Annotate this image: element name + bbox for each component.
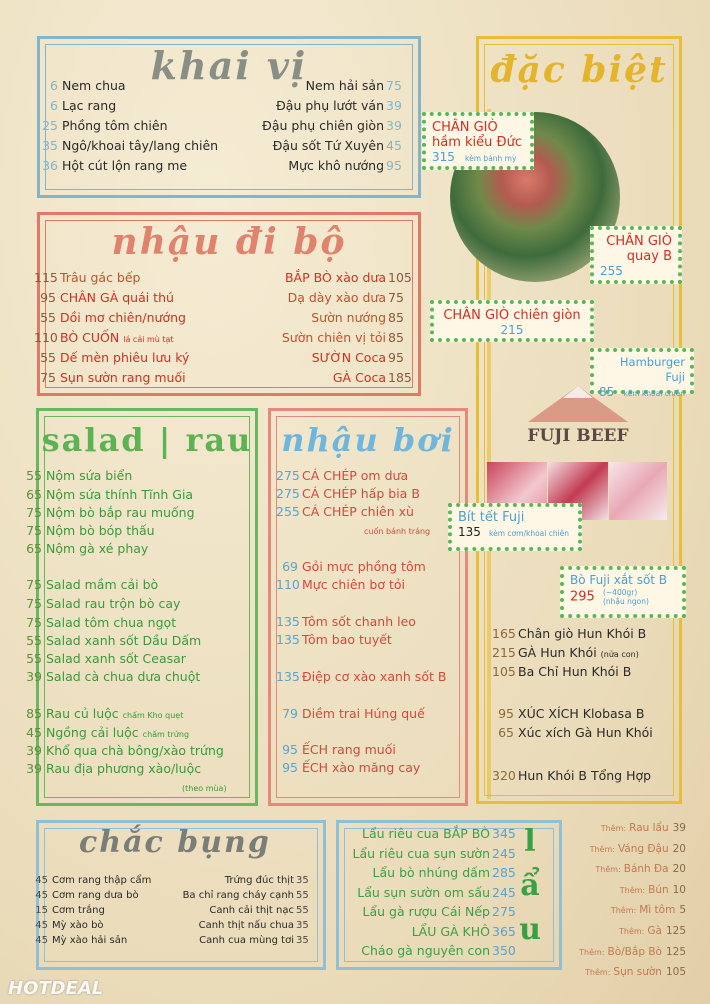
- item-name: Diềm trai Húng quế: [302, 706, 425, 721]
- item-price: 255: [276, 504, 300, 519]
- nhau-di-bo-item: [34, 370, 186, 386]
- them-price: 20: [672, 863, 686, 876]
- item-name: Nộm bò bắp rau muống: [46, 505, 195, 520]
- item-price: 39: [26, 669, 42, 684]
- item-price: 275: [276, 486, 300, 501]
- nhau-di-bo-item: [285, 270, 410, 286]
- item-price: 275: [276, 468, 300, 483]
- khai-vi-item: [36, 158, 187, 174]
- item-price: 45: [35, 890, 48, 901]
- salad-item: [20, 505, 195, 521]
- item-price: 6: [50, 78, 58, 93]
- nhau-boi-item: [276, 504, 414, 520]
- item-name: Trứng đúc thịt: [224, 875, 294, 886]
- lau-item: [362, 904, 514, 920]
- item-price: 135: [276, 632, 300, 647]
- special-name: CHÂN GIÒ hầm kiểu Đức: [432, 120, 522, 150]
- item-price: 320: [492, 768, 516, 783]
- item-price: 45: [35, 935, 48, 946]
- item-price: 135: [276, 669, 300, 684]
- special-name: Bò Fuji xắt sốt B: [570, 573, 668, 587]
- them-name: Sụn sườn: [613, 966, 662, 979]
- item-name: CÁ CHÉP chiên xù: [302, 504, 414, 519]
- item-price: 105: [388, 270, 412, 285]
- item-price: 75: [26, 615, 42, 630]
- item-price: 95: [498, 706, 514, 721]
- item-price: 35: [296, 935, 309, 946]
- item-name: Nộm gà xé phay: [46, 541, 149, 556]
- item-price: 55: [26, 633, 42, 648]
- smoked-item: [492, 706, 644, 722]
- them-label: Thêm:: [595, 865, 621, 875]
- item-name: Dế mèn phiêu lưu ký: [60, 350, 190, 365]
- item-name: Nộm sứa biển: [46, 468, 133, 483]
- item-name: Tôm bao tuyết: [302, 632, 392, 647]
- item-price: 75: [26, 505, 42, 520]
- lau-item: [412, 924, 514, 940]
- item-price: 95: [386, 158, 402, 173]
- item-name: SƯỜN Coca: [311, 350, 386, 365]
- khai-vi-item: [262, 118, 408, 134]
- lau-title-char: l: [524, 824, 538, 859]
- salad-item: [20, 523, 155, 539]
- item-price: 215: [492, 645, 516, 660]
- chac-bung-item: [225, 873, 318, 889]
- special-note: kèm bánh mỳ: [465, 154, 517, 163]
- item-name: Ba chỉ rang cháy cạnh: [182, 890, 294, 901]
- item-name: Salad rau trộn bò cay: [46, 596, 181, 611]
- nhau-di-bo-item: [311, 310, 410, 326]
- nhau-di-bo-item: [312, 350, 410, 366]
- ca-chep-note: cuốn bánh tráng: [364, 527, 431, 536]
- item-price: 185: [388, 370, 412, 385]
- item-name: Cơm trắng: [52, 905, 105, 916]
- item-name: Mực khô nướng: [288, 158, 384, 173]
- item-price: 35: [296, 920, 309, 931]
- item-price: 39: [386, 118, 402, 133]
- item-name: Sụn sườn rang muối: [60, 370, 186, 385]
- item-price: 115: [34, 270, 58, 285]
- chac-bung-item: [199, 918, 318, 934]
- nhau-boi-item: [276, 614, 416, 630]
- nhau-boi-item: [276, 669, 446, 685]
- item-price: 345: [492, 826, 516, 841]
- them-item: [595, 861, 686, 878]
- item-price: 55: [296, 905, 309, 916]
- item-price: 45: [386, 138, 402, 153]
- item-name: Ba Chỉ Hun Khói B: [518, 664, 632, 679]
- special-price: 135: [458, 525, 481, 539]
- item-price: 95: [282, 742, 298, 757]
- nhau-boi-item: [276, 742, 396, 758]
- salad-item: [20, 743, 224, 759]
- chac-bung-item: [26, 873, 151, 889]
- khai-vi-item: [276, 98, 408, 114]
- salad-item: [20, 706, 183, 724]
- them-name: Bún: [648, 883, 669, 896]
- item-name: Mỳ xào hải sản: [52, 935, 128, 946]
- salad-item: [20, 761, 201, 777]
- chac-bung-item: [209, 903, 318, 919]
- item-name: Rau củ luộc: [46, 706, 119, 721]
- salad-item: [20, 615, 176, 631]
- them-label: Thêm:: [610, 906, 637, 916]
- khai-vi-item: [288, 158, 408, 174]
- them-label: Thêm:: [619, 927, 645, 936]
- item-price: 79: [282, 706, 298, 721]
- nhau-boi-item: [276, 468, 408, 484]
- item-name: Lẩu sụn sườn om sấu: [357, 884, 490, 900]
- item-price: 65: [26, 541, 42, 556]
- them-item: [620, 882, 686, 899]
- nhau-di-bo-item: [34, 270, 141, 286]
- chac-bung-item: [183, 888, 318, 904]
- lau-item: [357, 885, 514, 901]
- lau-item: [373, 865, 514, 881]
- them-label: Thêm:: [619, 885, 646, 895]
- salad-item: [20, 468, 132, 484]
- khai-vi-title: khai vị: [150, 43, 308, 88]
- dac-biet-title: đặc biệt: [490, 49, 668, 91]
- item-name: Dạ dày xào dưa: [287, 290, 386, 305]
- lau-title-char: ẩ: [520, 868, 542, 903]
- item-name: Sườn chiên vị tỏi: [281, 330, 386, 345]
- special-note: (~400gr) (nhậu ngon): [602, 588, 649, 606]
- smoked-item: [492, 725, 653, 741]
- item-price: 95: [282, 760, 298, 775]
- them-name: Gà: [647, 925, 662, 937]
- khai-vi-item: [36, 78, 126, 94]
- item-name: LẨU GÀ KHÔ: [411, 923, 490, 939]
- special-name: CHÂN GIÒ chiên giòn: [443, 308, 581, 323]
- item-name: CHÂN GÀ quái thú: [60, 290, 174, 305]
- item-note: (nửa con): [600, 650, 639, 659]
- lau-item: [362, 826, 514, 842]
- smoked-item: [492, 768, 651, 784]
- them-item: [585, 964, 686, 981]
- smoked-item: [492, 645, 639, 663]
- item-price: 65: [498, 725, 514, 740]
- item-name: Khổ qua chà bông/xào trứng: [46, 743, 224, 758]
- cherry-blossom-photo: [609, 462, 667, 520]
- item-name: Lẩu gà rượu Cái Nếp: [362, 904, 490, 919]
- item-name: Xúc xích Gà Hun Khói: [518, 725, 653, 740]
- nhau-di-bo-item: [34, 350, 189, 366]
- item-name: Nem hải sản: [305, 78, 384, 93]
- khai-vi-item: [36, 118, 168, 134]
- item-name: Nộm sứa thính Tĩnh Gia: [46, 487, 194, 502]
- item-price: 75: [26, 523, 42, 538]
- item-name: Hột cút lộn rang me: [62, 158, 188, 173]
- item-price: 75: [386, 78, 402, 93]
- item-price: 6: [50, 98, 58, 113]
- salad-item: [20, 487, 193, 503]
- item-note: chấm Kho quẹt: [122, 711, 184, 720]
- nhau-di-bo-title: nhậu đi bộ: [111, 221, 347, 263]
- special-bit-tet-fuji[interactable]: [448, 503, 582, 551]
- special-chan-gio-ham[interactable]: [422, 112, 534, 170]
- salad-item: [20, 541, 148, 557]
- item-price: 350: [492, 943, 516, 958]
- item-price: 39: [26, 761, 42, 776]
- salad-item: [20, 725, 189, 743]
- item-price: 55: [296, 890, 309, 901]
- item-price: 110: [276, 577, 300, 592]
- item-price: 110: [34, 330, 58, 345]
- salad-title: salad | rau: [41, 421, 253, 459]
- item-name: Cơm rang dưa bò: [52, 890, 139, 901]
- item-name: Salad xanh sốt Dầu Dấm: [46, 633, 202, 648]
- item-price: 245: [492, 845, 516, 861]
- salad-item: [20, 669, 200, 685]
- them-label: Thêm:: [589, 844, 615, 854]
- item-name: BÒ CUỐN: [60, 330, 120, 345]
- item-name: Ngồng cải luộc: [46, 725, 139, 740]
- item-name: Đậu phụ chiên giòn: [262, 118, 384, 133]
- lau-item: [361, 943, 514, 959]
- item-name: Mực chiên bơ tỏi: [302, 577, 405, 592]
- them-label: Thêm:: [579, 947, 605, 957]
- item-name: ẾCH rang muối: [302, 742, 396, 757]
- nhau-di-bo-item: [333, 370, 410, 386]
- special-bo-fuji[interactable]: [560, 566, 686, 618]
- special-name: Hamburger Fuji: [619, 355, 685, 384]
- item-price: 85: [388, 330, 404, 345]
- special-note: kèm khoai chiên: [623, 389, 685, 398]
- item-name: Đậu sốt Tứ Xuyên: [272, 138, 384, 153]
- item-name: CÁ CHÉP hấp bia B: [302, 486, 420, 501]
- nhau-boi-item: [276, 559, 426, 575]
- item-name: GÀ Coca: [332, 370, 386, 385]
- nhau-boi-item: [276, 706, 425, 722]
- item-name: Lẩu riêu cua BẮP BÒ: [362, 826, 490, 841]
- hotdeal-watermark: HOTDEAL: [8, 978, 104, 999]
- item-price: 39: [26, 743, 42, 758]
- item-price: 69: [282, 559, 298, 574]
- lau-title-char: u: [519, 912, 543, 947]
- item-name: Điệp cơ xào xanh sốt B: [302, 669, 447, 684]
- item-name: BẮP BÒ xào dưa: [284, 270, 386, 285]
- item-price: 365: [492, 923, 516, 939]
- chac-bung-item: [26, 918, 104, 934]
- item-name: Canh thịt nấu chua: [198, 920, 294, 931]
- them-item: [611, 902, 686, 919]
- item-price: 35: [296, 875, 309, 886]
- special-price: 215: [500, 323, 524, 337]
- nhau-boi-item: [276, 760, 420, 776]
- them-price: 125: [665, 945, 686, 958]
- item-name: Salad xanh sốt Ceasar: [46, 651, 186, 666]
- them-price: 5: [679, 904, 686, 917]
- item-name: Mỳ xào bò: [52, 920, 104, 931]
- item-name: Tôm sốt chanh leo: [302, 614, 416, 629]
- item-name: Đậu phụ lướt ván: [276, 98, 384, 113]
- item-price: 15: [35, 905, 48, 916]
- them-price: 105: [665, 966, 686, 979]
- item-name: Salad cà chua dưa chuột: [46, 669, 201, 684]
- them-name: Mì tôm: [639, 904, 676, 917]
- item-name: Gỏi mực phồng tôm: [302, 559, 426, 574]
- item-note: chấm trứng: [142, 730, 190, 739]
- item-price: 45: [26, 725, 42, 740]
- item-name: Cháo gà nguyên con: [361, 943, 490, 958]
- item-price: 45: [35, 920, 48, 931]
- them-price: 39: [672, 822, 686, 834]
- item-price: 45: [35, 875, 48, 886]
- nhau-di-bo-item: [34, 310, 186, 326]
- item-price: 95: [388, 350, 404, 365]
- them-price: 10: [672, 883, 686, 896]
- item-price: 25: [42, 118, 58, 133]
- nhau-boi-item: [276, 577, 405, 593]
- lau-item: [353, 846, 514, 862]
- item-name: Nem chua: [62, 78, 126, 93]
- them-item: [601, 820, 686, 837]
- item-price: 275: [492, 904, 516, 919]
- item-price: 105: [492, 664, 516, 679]
- item-name: Salad tôm chua ngọt: [46, 615, 177, 630]
- nhau-boi-item: [276, 486, 420, 502]
- item-name: Phồng tôm chiên: [62, 118, 168, 133]
- item-price: 75: [26, 577, 42, 592]
- special-note: kèm cơm/khoai chiên: [489, 529, 570, 538]
- them-label: Thêm:: [585, 968, 611, 978]
- special-price: 315: [432, 150, 455, 164]
- salad-item: [20, 633, 201, 649]
- salad-item: [20, 596, 180, 612]
- special-chan-gio-chien[interactable]: [430, 300, 594, 342]
- nhau-boi-item: [276, 632, 392, 648]
- special-chan-gio-quay[interactable]: [590, 226, 682, 284]
- special-name: Bít tết Fuji: [458, 510, 525, 525]
- item-price: 95: [40, 290, 56, 305]
- item-price: 75: [40, 370, 56, 385]
- nhau-di-bo-item: [282, 330, 410, 346]
- khai-vi-item: [306, 78, 408, 94]
- item-price: 285: [492, 865, 516, 880]
- item-name: Chân giò Hun Khói B: [518, 626, 647, 641]
- khai-vi-item: [36, 98, 116, 114]
- item-price: 135: [276, 614, 300, 629]
- item-price: 39: [386, 98, 402, 113]
- smoked-item: [492, 664, 631, 680]
- item-price: 65: [26, 487, 42, 502]
- item-name: Cơm rang thập cẩm: [52, 875, 152, 886]
- them-name: Bò/Bắp Bò: [607, 945, 662, 958]
- khai-vi-item: [36, 138, 218, 154]
- them-label: Thêm:: [600, 824, 627, 833]
- them-item: [619, 923, 686, 940]
- them-name: Rau lẩu: [629, 822, 669, 834]
- item-price: 165: [492, 626, 516, 641]
- chac-bung-item: [26, 903, 105, 919]
- item-price: 55: [40, 350, 56, 365]
- item-price: 75: [26, 596, 42, 611]
- item-name: Nộm bò bóp thấu: [46, 523, 155, 538]
- item-name: GÀ Hun Khói: [518, 645, 597, 660]
- item-price: 35: [42, 138, 58, 153]
- nhau-di-bo-item: [34, 330, 174, 348]
- nhau-di-bo-item: [288, 290, 410, 306]
- khai-vi-item: [273, 138, 408, 154]
- chac-bung-item: [26, 933, 127, 949]
- item-name: Lẩu riêu cua sụn sườn: [352, 845, 490, 861]
- item-name: Hun Khói B Tổng Hợp: [518, 768, 652, 783]
- item-name: Canh cua mùng tơi: [199, 935, 294, 946]
- them-item: [579, 944, 686, 961]
- salad-item: [20, 651, 186, 667]
- item-price: 245: [492, 884, 516, 900]
- item-price: 36: [42, 158, 58, 173]
- special-name: CHÂN GIÒ quay B: [606, 234, 672, 264]
- salad-item: [20, 577, 158, 593]
- smoked-item: [492, 626, 646, 642]
- chac-bung-title: chắc bụng: [79, 825, 271, 860]
- them-name: Bánh Đa: [623, 863, 669, 876]
- item-price: 55: [40, 310, 56, 325]
- item-name: Dồi mơ chiên/nướng: [60, 310, 186, 325]
- them-price: 125: [665, 925, 686, 937]
- special-price: 85: [599, 385, 615, 399]
- chac-bung-item: [26, 888, 139, 904]
- them-price: 20: [672, 842, 686, 855]
- item-price: 75: [388, 290, 404, 305]
- nhau-boi-title: nhậu bơi: [281, 421, 455, 459]
- item-name: Trâu gác bếp: [60, 270, 141, 285]
- them-name: Váng Đậu: [617, 842, 669, 855]
- item-name: XÚC XÍCH Klobasa B: [518, 706, 645, 721]
- item-price: 55: [26, 468, 42, 483]
- item-price: 55: [26, 651, 42, 666]
- item-name: Canh cải thịt nạc: [209, 905, 294, 916]
- item-name: Sườn nướng: [311, 310, 386, 325]
- item-price: 85: [388, 310, 404, 325]
- item-name: CÁ CHÉP om dưa: [302, 468, 409, 483]
- fuji-beef-text: FUJI BEEF: [527, 426, 629, 446]
- special-price: 255: [600, 264, 623, 278]
- special-price: 295: [570, 589, 595, 605]
- item-name: ẾCH xào măng cay: [302, 760, 421, 775]
- them-item: [590, 841, 686, 858]
- chac-bung-item: [199, 933, 318, 949]
- item-name: Salad mầm cải bò: [46, 577, 159, 592]
- item-note: lá cải mù tạt: [123, 335, 174, 344]
- nhau-di-bo-item: [34, 290, 174, 306]
- special-hamburger-fuji[interactable]: [590, 348, 694, 399]
- item-name: Rau địa phương xào/luộc: [46, 761, 202, 776]
- item-price: 85: [26, 706, 42, 721]
- item-name: Ngô/khoai tây/lang chiên: [62, 138, 219, 153]
- item-name: Lạc rang: [62, 98, 117, 113]
- item-name: Lẩu bò nhúng dấm: [372, 865, 490, 880]
- salad-footnote: (theo mùa): [182, 784, 227, 793]
